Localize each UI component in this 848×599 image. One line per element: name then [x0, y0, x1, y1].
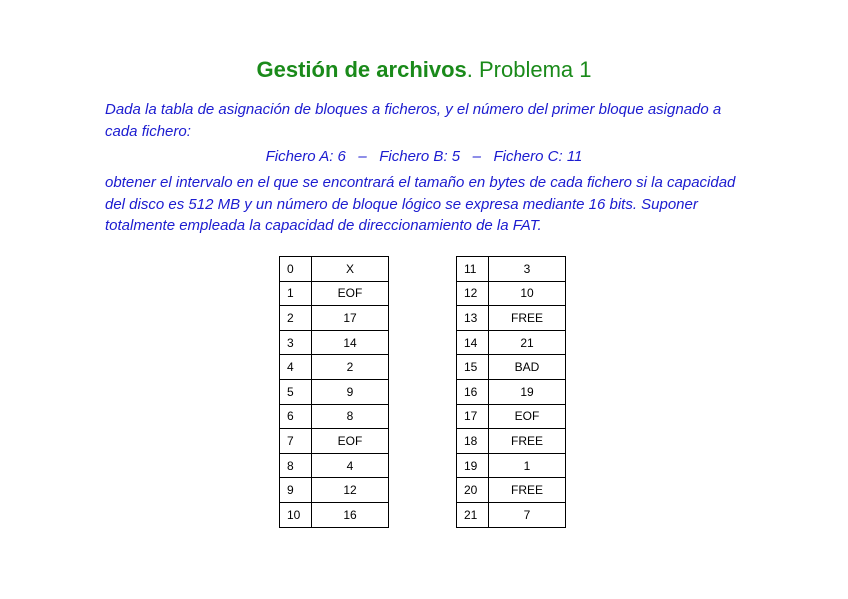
table-row: [457, 257, 566, 282]
table-row: [280, 404, 389, 429]
block-number-cell: 2: [280, 306, 312, 331]
block-number-cell: 15: [457, 355, 489, 380]
fat-entry-cell: 14: [312, 330, 389, 355]
fat-entry-cell: 8: [312, 404, 389, 429]
table-row: [280, 478, 389, 503]
table-row: [280, 281, 389, 306]
fat-entry-cell: 16: [312, 502, 389, 527]
block-number-cell: 14: [457, 330, 489, 355]
title-problem: . Problema 1: [466, 57, 592, 82]
block-number-cell: 21: [457, 502, 489, 527]
fat-entry-cell: 2: [312, 355, 389, 380]
table-row: [457, 306, 566, 331]
fat-entry-cell: 12: [312, 478, 389, 503]
block-number-cell: 4: [280, 355, 312, 380]
block-number-cell: 7: [280, 429, 312, 454]
slide-title: [0, 56, 848, 84]
block-number-cell: 19: [457, 453, 489, 478]
block-number-cell: 11: [457, 257, 489, 282]
fat-table-left-body: [280, 257, 389, 528]
block-number-cell: 18: [457, 429, 489, 454]
block-number-cell: 20: [457, 478, 489, 503]
fat-entry-cell: EOF: [312, 429, 389, 454]
fat-entry-cell: EOF: [312, 281, 389, 306]
question-text: obtener el intervalo en el que se encontrará el tamaño en bytes de cada fichero si la capacidad del disco es 512 MB y un número de bloque lógico se expresa mediante 16 bits. Suponer totalmente empleada la capacidad de direccionamiento de la FAT.: [105, 174, 736, 234]
fat-entry-cell: EOF: [489, 404, 566, 429]
table-row: [280, 306, 389, 331]
table-row: [457, 453, 566, 478]
table-row: [280, 355, 389, 380]
fat-entry-cell: 1: [489, 453, 566, 478]
fat-table-right-body: [457, 257, 566, 528]
fat-entry-cell: 17: [312, 306, 389, 331]
table-row: [280, 379, 389, 404]
table-row: [457, 379, 566, 404]
title-topic: Gestión de archivos: [256, 57, 467, 82]
fat-entry-cell: X: [312, 257, 389, 282]
table-row: [457, 429, 566, 454]
fat-entry-cell: FREE: [489, 478, 566, 503]
table-row: [280, 453, 389, 478]
fat-entry-cell: 9: [312, 379, 389, 404]
block-number-cell: 5: [280, 379, 312, 404]
block-number-cell: 3: [280, 330, 312, 355]
block-number-cell: 10: [280, 502, 312, 527]
block-number-cell: 0: [280, 257, 312, 282]
table-row: [457, 404, 566, 429]
table-row: [457, 355, 566, 380]
fat-entry-cell: FREE: [489, 306, 566, 331]
fat-entry-cell: 10: [489, 281, 566, 306]
fat-entry-cell: 3: [489, 257, 566, 282]
table-row: [457, 502, 566, 527]
fat-entry-cell: BAD: [489, 355, 566, 380]
block-number-cell: 13: [457, 306, 489, 331]
block-number-cell: 1: [280, 281, 312, 306]
block-number-cell: 8: [280, 453, 312, 478]
table-row: [457, 478, 566, 503]
table-row: [280, 502, 389, 527]
fat-entry-cell: 7: [489, 502, 566, 527]
table-row: [280, 257, 389, 282]
block-number-cell: 16: [457, 379, 489, 404]
fat-entry-cell: 4: [312, 453, 389, 478]
block-number-cell: 12: [457, 281, 489, 306]
block-number-cell: 17: [457, 404, 489, 429]
block-number-cell: 6: [280, 404, 312, 429]
fat-entry-cell: 19: [489, 379, 566, 404]
fat-table-right: [456, 256, 566, 528]
fat-entry-cell: FREE: [489, 429, 566, 454]
fat-entry-cell: 21: [489, 330, 566, 355]
table-row: [280, 429, 389, 454]
block-number-cell: 9: [280, 478, 312, 503]
fat-table-left: [279, 256, 389, 528]
first-blocks-text: Fichero A: 6 – Fichero B: 5 – Fichero C: 11: [265, 148, 583, 165]
table-row: [280, 330, 389, 355]
table-row: [457, 330, 566, 355]
table-row: [457, 281, 566, 306]
intro-text: Dada la tabla de asignación de bloques a ficheros, y el número del primer bloque asignado a cada fichero:: [105, 101, 722, 140]
